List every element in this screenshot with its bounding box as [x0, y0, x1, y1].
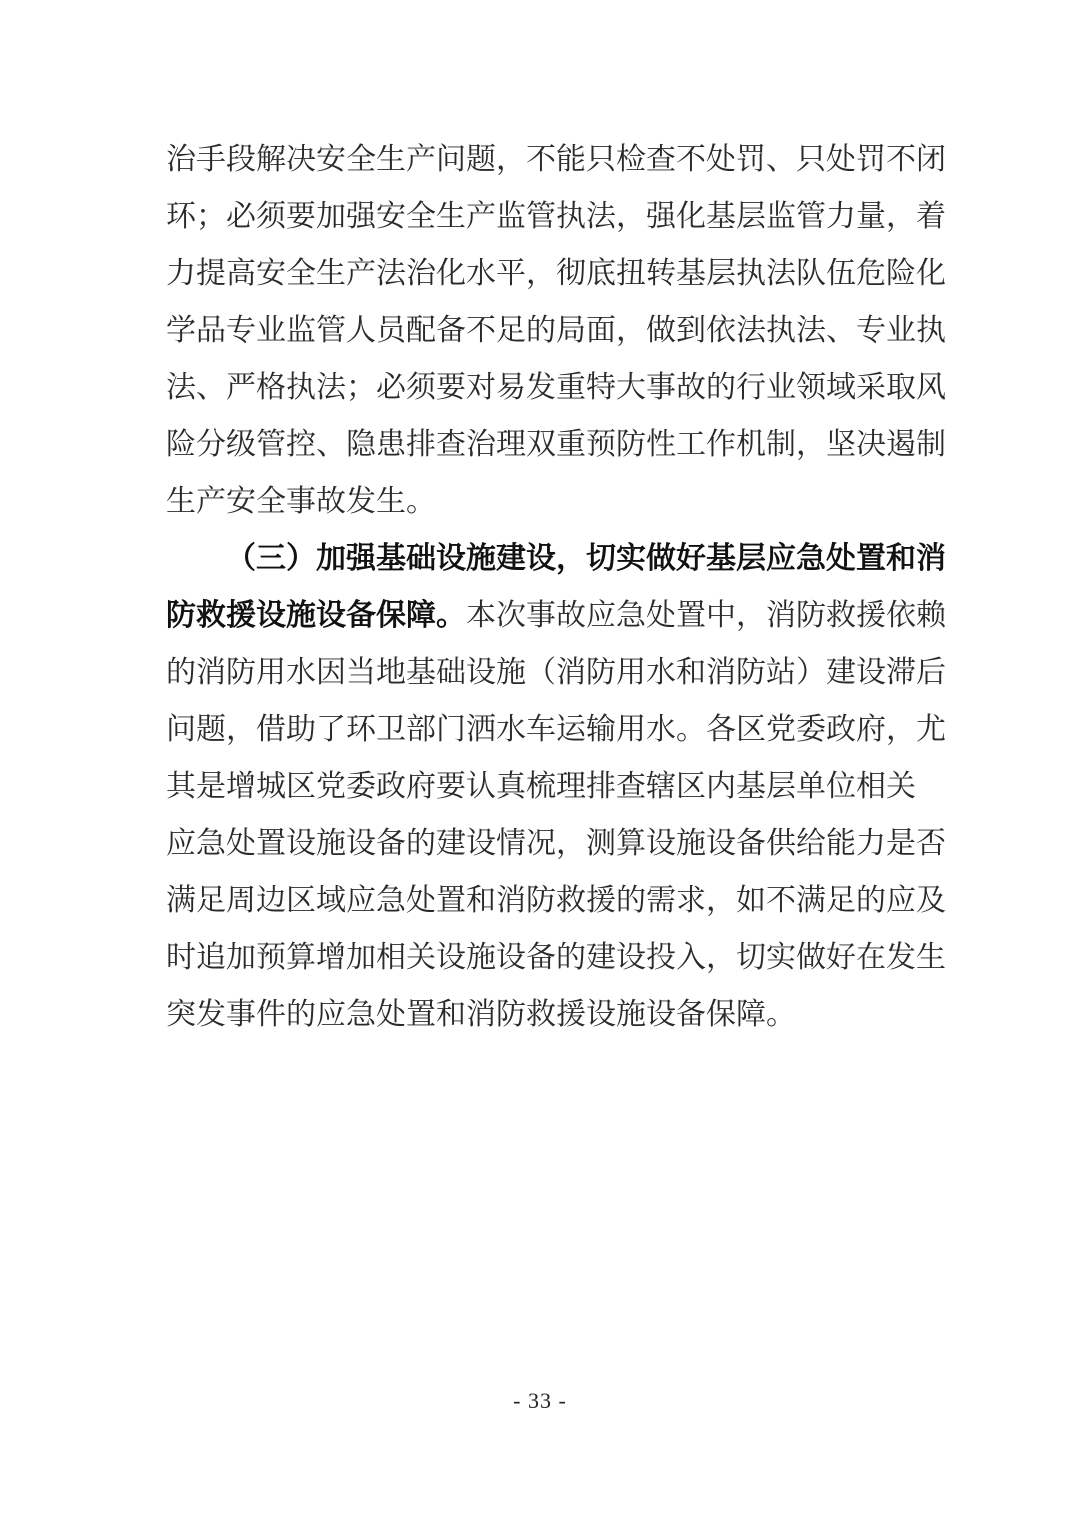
page-number: - 33 -: [513, 1388, 567, 1413]
paragraph-1-line-4: 学品专业监管人员配备不足的局面，做到依法执法、专业执: [166, 313, 946, 348]
paragraph-1-line-7: 生产安全事故发生。: [166, 484, 436, 519]
paragraph-2-line-9: 突发事件的应急处置和消防救援设施设备保障。: [166, 997, 796, 1032]
paragraph-2-line-4: 问题，借助了环卫部门洒水车运输用水。各区党委政府，尤: [166, 712, 946, 747]
paragraph-2-line-2: [166, 588, 946, 644]
section-heading-line-2: 防救援设施设备保障。: [166, 598, 466, 633]
paragraph-2-line-2-text: 本次事故应急处置中，消防救援依赖: [466, 598, 946, 633]
paragraph-2-line-8: 时追加预算增加相关设施设备的建设投入，切实做好在发生: [166, 940, 946, 975]
section-heading-line-1: （三）加强基础设施建设，切实做好基层应急处置和消: [226, 541, 946, 576]
paragraph-2-line-5: 其是增城区党委政府要认真梳理排查辖区内基层单位相关: [166, 769, 916, 804]
paragraph-1-line-1: 治手段解决安全生产问题，不能只检查不处罚、只处罚不闭: [166, 142, 946, 177]
paragraph-1-line-6: 险分级管控、隐患排查治理双重预防性工作机制，坚决遏制: [166, 427, 946, 462]
paragraph-2-line-3: 的消防用水因当地基础设施（消防用水和消防站）建设滞后: [166, 655, 946, 690]
paragraph-1-line-3: 力提高安全生产法治化水平，彻底扭转基层执法队伍危险化: [166, 256, 946, 291]
paragraph-1-line-2: 环；必须要加强安全生产监管执法，强化基层监管力量，着: [166, 199, 946, 234]
paragraph-2-line-6: 应急处置设施设备的建设情况，测算设施设备供给能力是否: [166, 826, 946, 861]
paragraph-1-line-5: 法、严格执法；必须要对易发重特大事故的行业领域采取风: [166, 370, 946, 405]
paragraph-2-line-7: 满足周边区域应急处置和消防救援的需求，如不满足的应及: [166, 883, 946, 918]
